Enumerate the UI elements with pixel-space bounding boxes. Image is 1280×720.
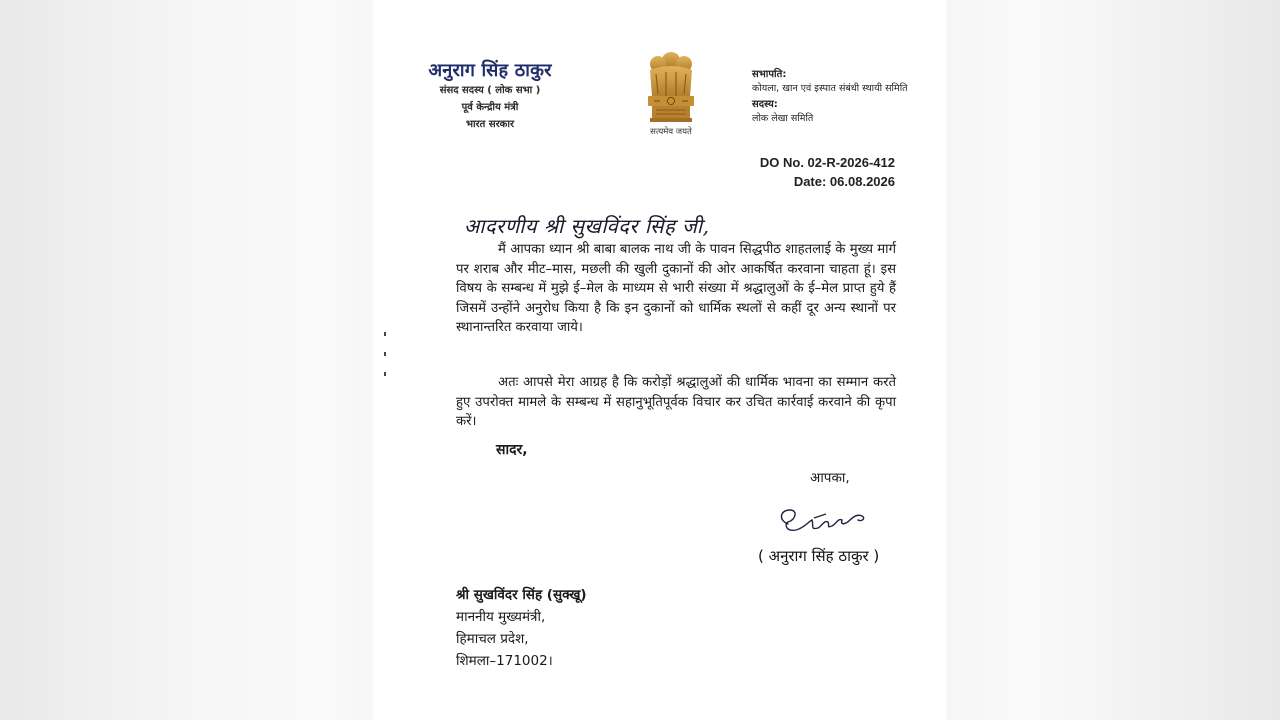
- signature-icon: [774, 498, 874, 544]
- chairman-committee: कोयला, खान एवं इस्पात संबंधी स्थायी समिति: [752, 83, 908, 94]
- addressee-name: श्री सुखविंदर सिंह (सुक्खू): [456, 587, 587, 603]
- body-paragraph-2: अतः आपसे मेरा आग्रह है कि करोड़ों श्रद्धालुओं की धार्मिक भावना का सम्मान करते हुए उपरोक्त मामले के सम्बन्ध में सहानुभूतिपूर्वक विचार कर उचित कार्रवाई करवाने की कृपा करें।: [456, 375, 896, 429]
- closing-regards: सादर,: [496, 442, 528, 458]
- national-emblem-icon: [636, 48, 706, 138]
- scan-mark: [384, 372, 386, 376]
- chairman-label: सभापति:: [752, 69, 787, 80]
- member-committee: लोक लेखा समिति: [752, 113, 814, 124]
- letter-page: [374, 0, 946, 720]
- addressee-city: शिमला–171002।: [456, 653, 553, 669]
- scan-mark: [384, 332, 386, 336]
- signatory-name: ( अनुराग सिंह ठाकुर ): [758, 547, 880, 565]
- emblem-motto: सत्यमेव जयते: [650, 127, 692, 137]
- body-paragraph-1: मैं आपका ध्यान श्री बाबा बालक नाथ जी के पावन सिद्धपीठ शाहतलाई के मुख्य मार्ग पर शराब और मीट–मास, मछली की खुली दुकानों की ओर आकर्षित करवाना चाहता हूं। इस विषय के सम्बन्ध में मुझे ई–मेल के माध्यम से भारी संख्या में श्रद्धालुओं के ई–मेल प्राप्त हुये हैं जिसमें उन्होंने अनुरोध किया है कि इन दुकानों को धार्मिक स्थलों से कहीं दूर अन्य स्थानों पर स्थानान्तरित करवाया जाये।: [456, 242, 896, 335]
- member-label: सदस्य:: [752, 99, 778, 110]
- sender-title-mp: संसद सदस्य ( लोक सभा ): [439, 85, 541, 96]
- sender-name-heading: अनुराग सिंह ठाकुर: [428, 60, 552, 81]
- scan-mark: [384, 352, 386, 356]
- letter-date: Date: 06.08.2026: [793, 174, 895, 189]
- sender-title-govt: भारत सरकार: [465, 119, 515, 130]
- handwritten-salutation: आदरणीय श्री सुखविंदर सिंह जी,: [464, 214, 710, 238]
- do-number: DO No. 02-R-2026-412: [759, 155, 895, 170]
- addressee-designation: माननीय मुख्यमंत्री,: [456, 609, 546, 625]
- yours-faithfully: आपका,: [810, 470, 850, 486]
- addressee-state: हिमाचल प्रदेश,: [456, 631, 529, 647]
- sender-title-former-minister: पूर्व केन्द्रीय मंत्री: [461, 102, 519, 113]
